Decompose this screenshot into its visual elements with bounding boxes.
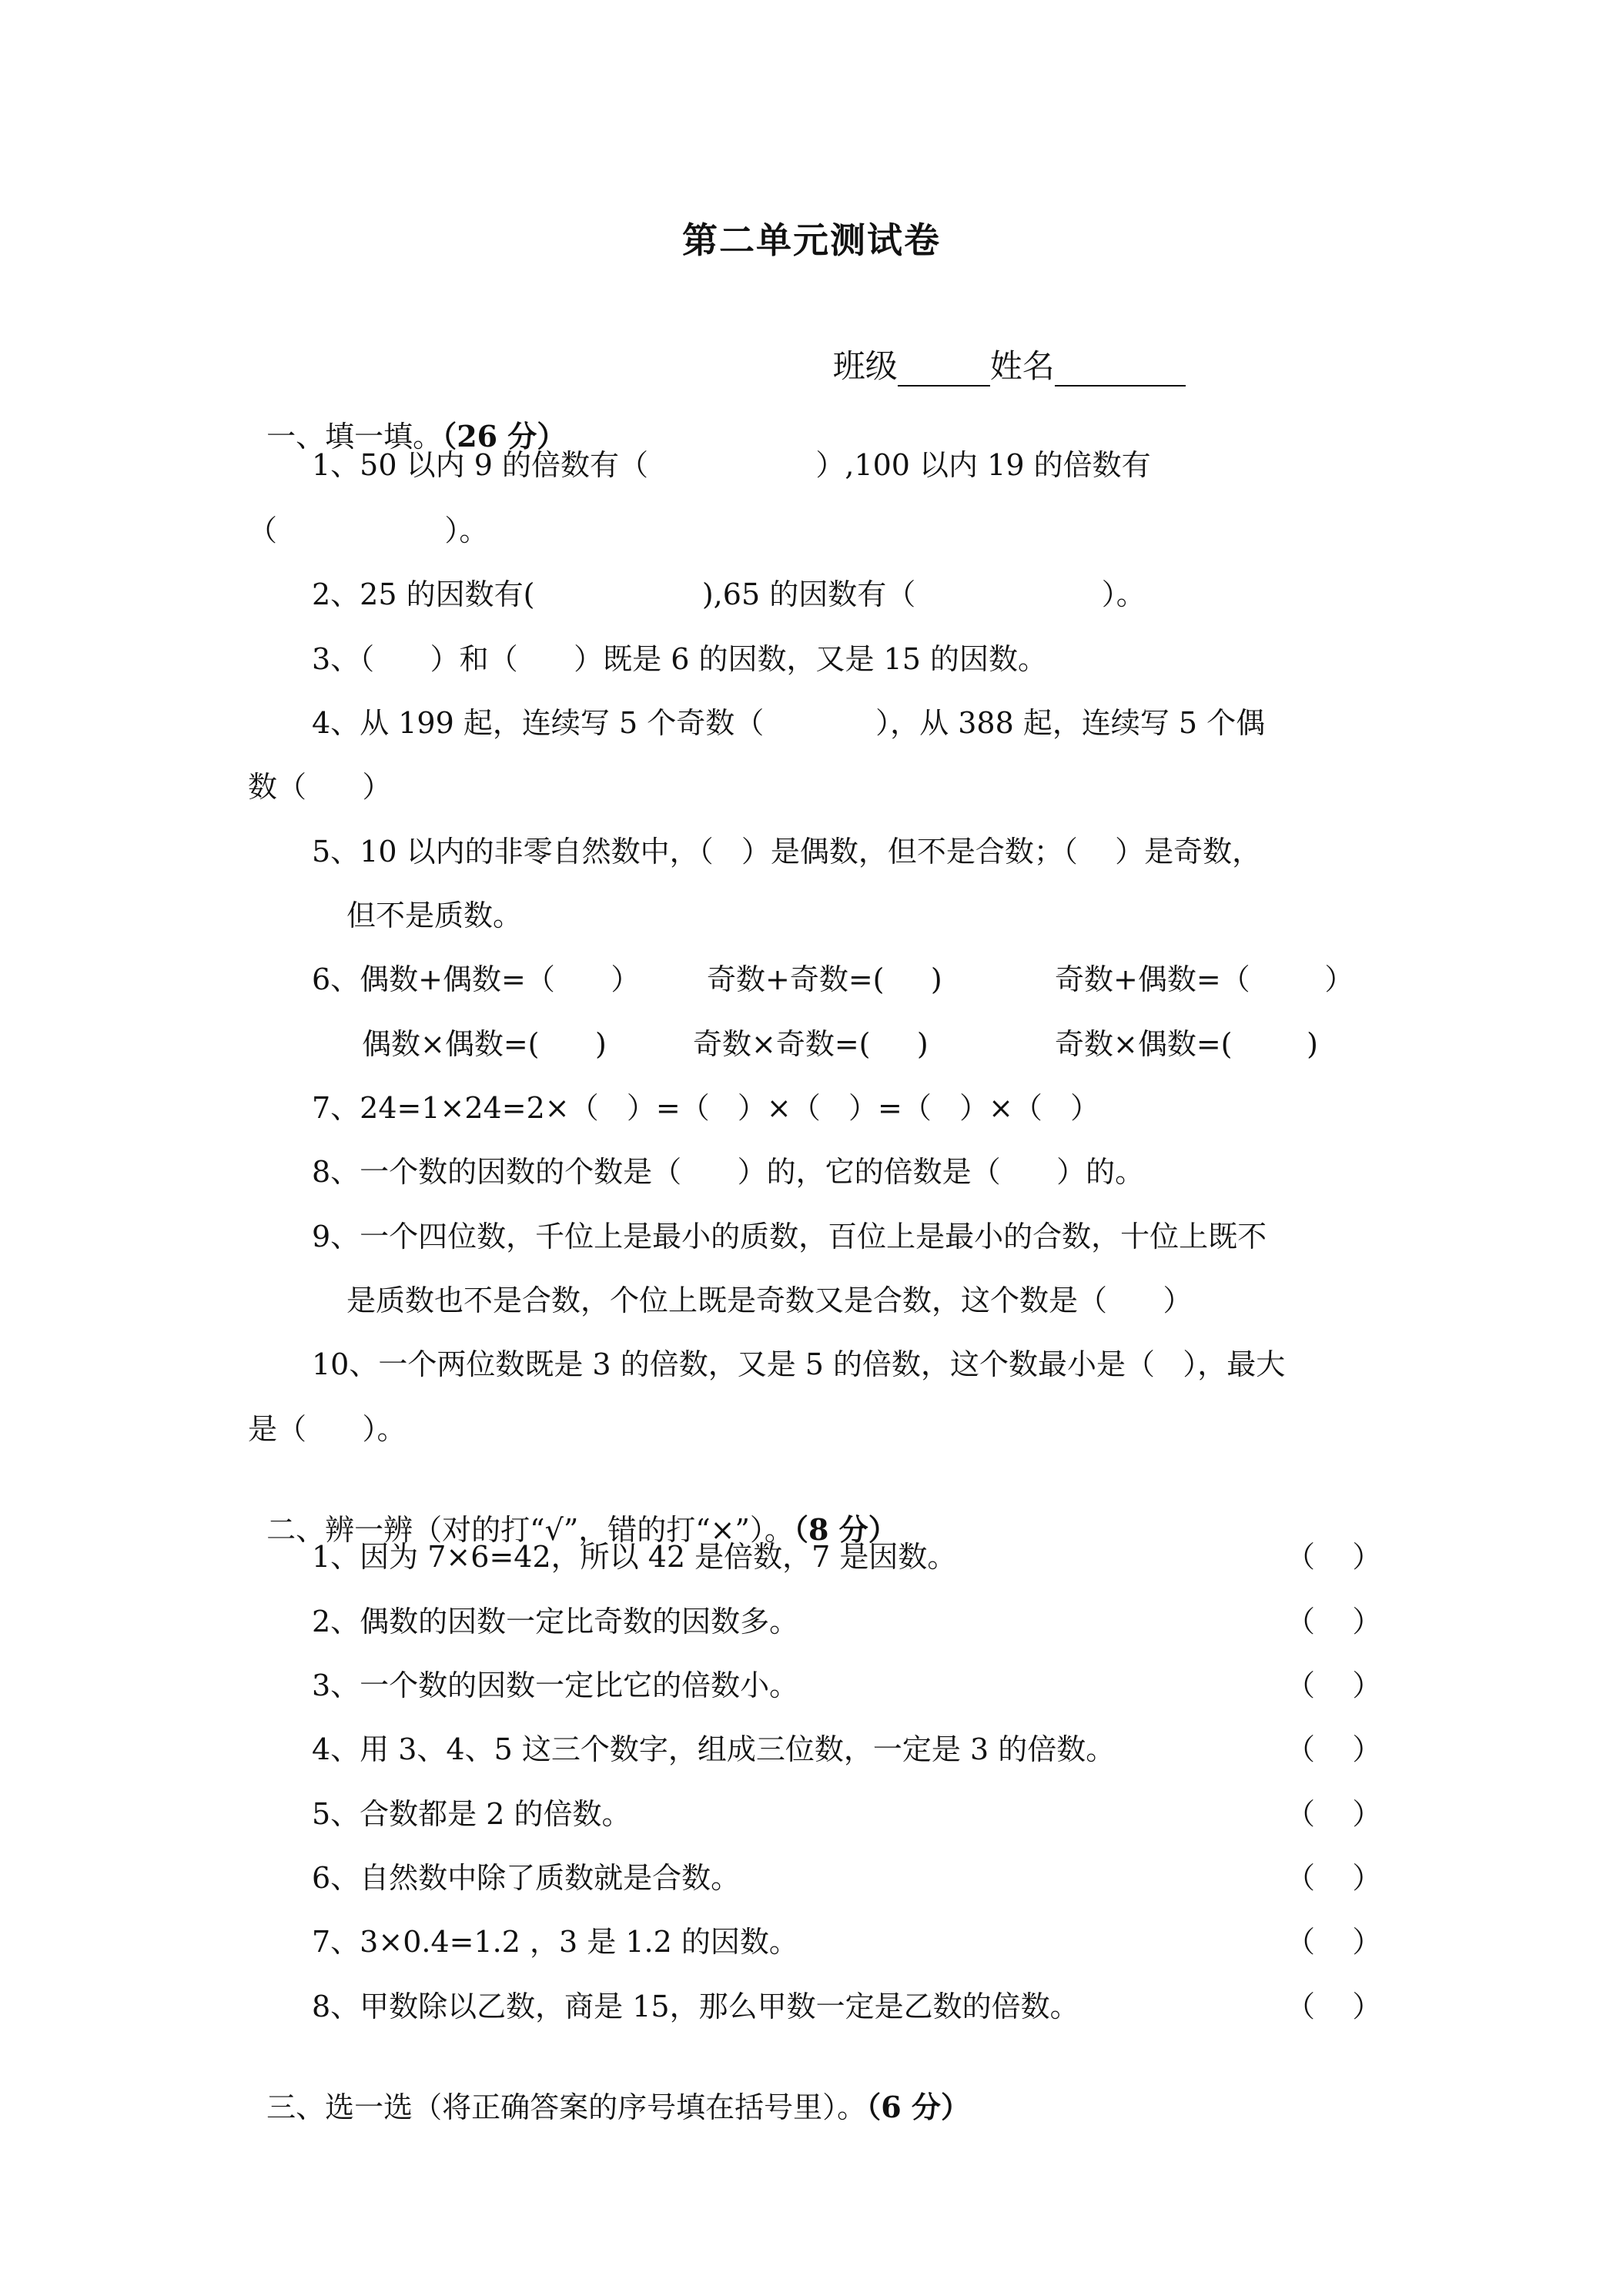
page-title: 第二单元测试卷: [682, 219, 941, 261]
question-1a: 1、50 以内 9 的倍数有（ ）,100 以内 19 的倍数有: [312, 448, 1151, 482]
answer-paren[interactable]: （ ）: [1286, 1990, 1382, 2023]
question-6-r1c2: 奇数+奇数=( ): [707, 962, 942, 996]
question-6-r2c1: 偶数×偶数=( ): [362, 1027, 607, 1061]
section1-title: 一、填一填。: [266, 420, 443, 454]
class-name-line: [812, 306, 1186, 387]
question-2: 2、25 的因数有( ),65 的因数有（ ）。: [312, 577, 1146, 611]
question-10b: 是（ ）。: [248, 1412, 407, 1446]
question-4a: 4、从 199 起，连续写 5 个奇数（ ），从 388 起，连续写 5 个偶: [312, 706, 1266, 740]
answer-paren[interactable]: （ ）: [1286, 1797, 1382, 1831]
question-10a: 10、一个两位数既是 3 的倍数，又是 5 的倍数，这个数最小是（ ），最大: [312, 1347, 1286, 1381]
section1-score: （26 分）: [442, 419, 567, 454]
section2-score: （8 分）: [793, 1512, 898, 1547]
section2-title: 二、辨一辨（对的打“√”，错的打“×”）。: [266, 1513, 794, 1547]
class-label: 班级: [832, 347, 898, 385]
question-7: 7、24=1×24=2×（ ）=（ ）×（ ）=（ ）×（ ）: [312, 1091, 1100, 1125]
question-5a: 5、10 以内的非零自然数中，（ ）是偶数，但不是合数；（ ）是奇数，: [312, 835, 1262, 869]
answer-paren[interactable]: （ ）: [1286, 1605, 1382, 1638]
answer-paren[interactable]: （ ）: [1286, 1668, 1382, 1702]
judge-item: 6、自然数中除了质数就是合数。: [312, 1861, 741, 1895]
judge-item: 8、甲数除以乙数，商是 15，那么甲数一定是乙数的倍数。: [312, 1990, 1079, 2023]
question-8: 8、一个数的因数的个数是（ ）的，它的倍数是（ ）的。: [312, 1155, 1145, 1189]
question-9b: 是质数也不是合数，个位上既是奇数又是合数，这个数是（ ）: [346, 1284, 1193, 1317]
answer-paren[interactable]: （ ）: [1286, 1925, 1382, 1959]
judge-item: 5、合数都是 2 的倍数。: [312, 1797, 631, 1831]
judge-item: 7、3×0.4=1.2 ，3 是 1.2 的因数。: [312, 1925, 798, 1959]
section3-heading: [248, 2052, 970, 2126]
question-6-r2c3: 奇数×偶数=( ): [1055, 1027, 1318, 1061]
answer-paren[interactable]: （ ）: [1286, 1732, 1382, 1766]
section3-title: 三、选一选（将正确答案的序号填在括号里）。: [266, 2090, 867, 2124]
question-4b: 数（ ）: [248, 770, 392, 804]
section1-heading: [248, 381, 566, 455]
section2-heading: [248, 1474, 898, 1548]
judge-item: 4、用 3、4、5 这三个数字，组成三位数，一定是 3 的倍数。: [312, 1732, 1116, 1766]
question-6-r1c1: 6、偶数+偶数=（ ）: [312, 962, 641, 996]
answer-paren[interactable]: （ ）: [1286, 1540, 1382, 1574]
section3-score: （6 分）: [866, 2090, 970, 2124]
question-9a: 9、一个四位数，千位上是最小的质数，百位上是最小的合数，十位上既不: [312, 1220, 1267, 1253]
name-label: 姓名: [989, 347, 1055, 385]
question-3: 3、（ ）和（ ）既是 6 的因数，又是 15 的因数。: [312, 642, 1047, 676]
answer-paren[interactable]: （ ）: [1286, 1861, 1382, 1895]
question-6-r2c2: 奇数×奇数=( ): [693, 1027, 929, 1061]
judge-item: 3、一个数的因数一定比它的倍数小。: [312, 1668, 799, 1702]
judge-item: 1、因为 7×6=42，所以 42 是倍数，7 是因数。: [312, 1540, 957, 1574]
question-6-r1c3: 奇数+偶数=（ ）: [1055, 962, 1354, 996]
class-blank[interactable]: [898, 354, 990, 387]
judge-item: 2、偶数的因数一定比奇数的因数多。: [312, 1605, 799, 1638]
question-5b: 但不是质数。: [346, 899, 523, 932]
name-blank[interactable]: [1055, 354, 1186, 387]
question-1b: （ ）。: [248, 514, 489, 547]
